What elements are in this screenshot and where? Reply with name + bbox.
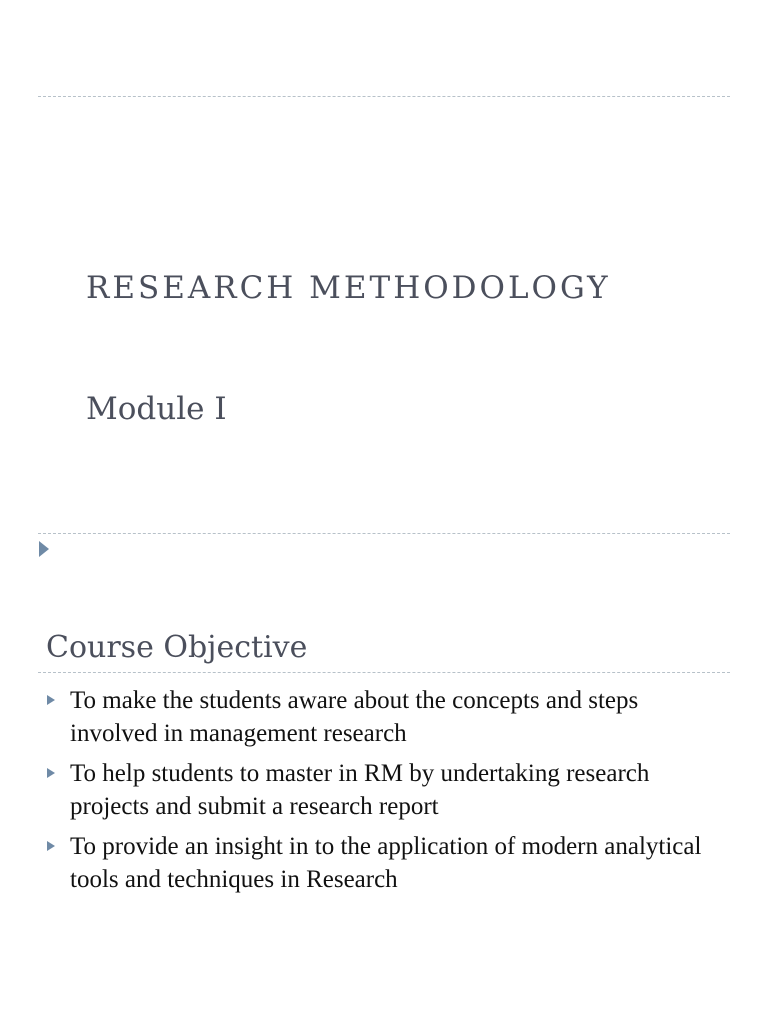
list-item-text: To make the students aware about the concepts and steps involved in management research <box>70 687 639 747</box>
bullet-triangle-icon <box>47 841 55 851</box>
top-divider <box>38 96 730 97</box>
section-heading: Course Objective <box>46 630 308 665</box>
bullet-triangle-icon <box>47 695 55 705</box>
slide-title: RESEARCH METHODOLOGY <box>86 270 611 306</box>
list-item-text: To help students to master in RM by undertaking research projects and submit a research report <box>70 760 650 820</box>
heading-divider <box>38 672 730 673</box>
slide-divider <box>38 533 730 534</box>
list-item-text: To provide an insight in to the application of modern analytical tools and techniques in Research <box>70 833 702 893</box>
list-item <box>46 830 726 896</box>
triangle-right-icon <box>39 541 49 557</box>
objective-list <box>46 684 726 903</box>
slide-subtitle: Module I <box>86 391 227 427</box>
list-item <box>46 757 726 823</box>
bullet-triangle-icon <box>47 768 55 778</box>
list-item <box>46 684 726 750</box>
